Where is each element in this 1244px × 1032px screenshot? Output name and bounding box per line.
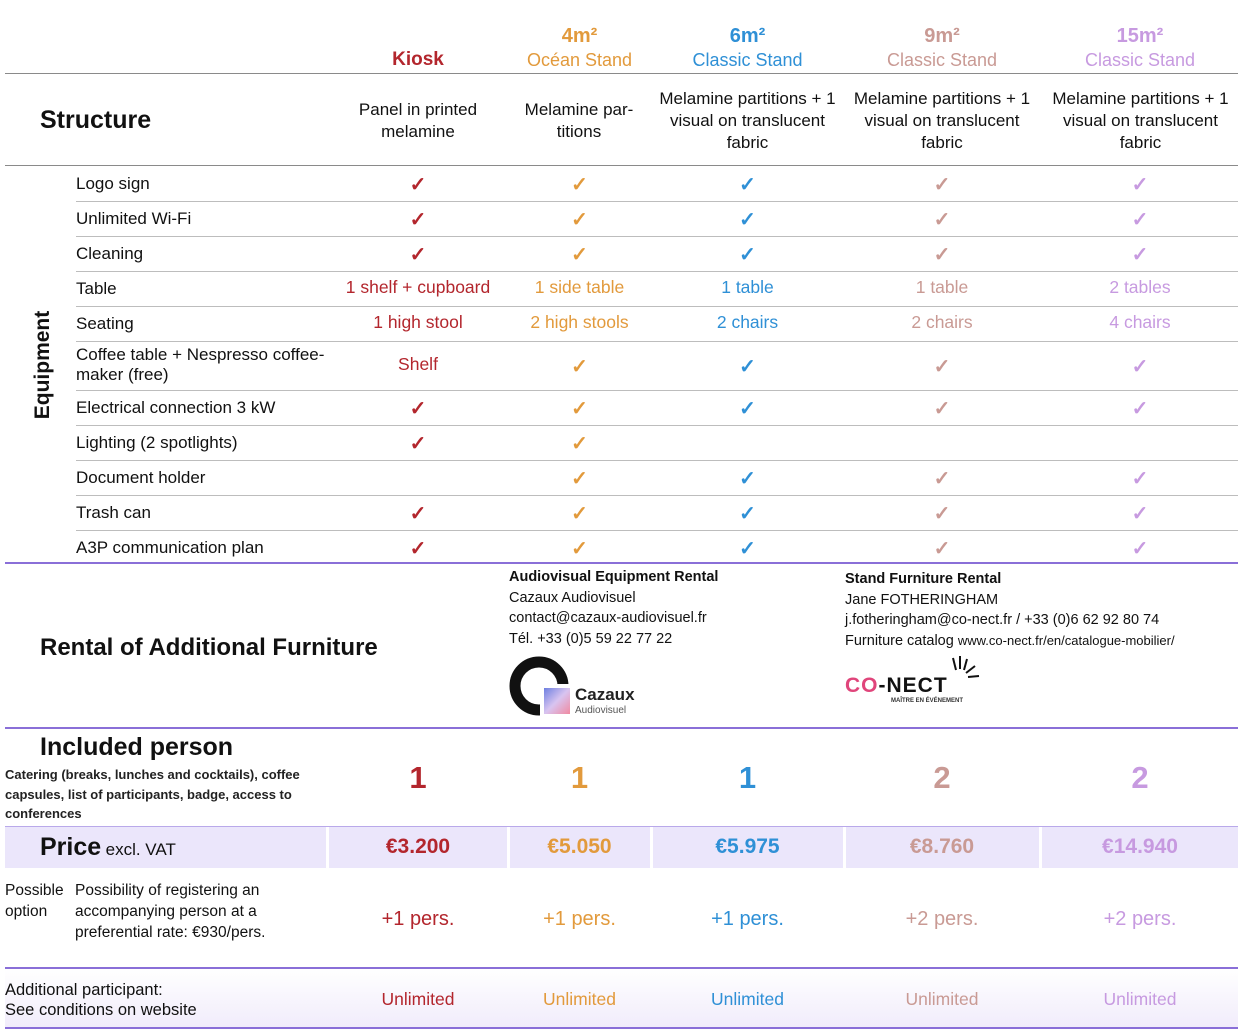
furniture-title: Rental of Additional Furniture bbox=[40, 634, 378, 661]
additional-classic-6: Unlimited bbox=[711, 989, 784, 1009]
equipment-row-label: Table bbox=[76, 279, 117, 298]
section-divider bbox=[5, 967, 1238, 969]
av-company: Cazaux Audiovisuel bbox=[509, 589, 636, 606]
catalog-link[interactable]: www.co-nect.fr/en/catalogue-mobilier/ bbox=[957, 632, 1175, 648]
row-divider bbox=[76, 341, 1238, 342]
included-value-ocean: 1 bbox=[570, 760, 589, 795]
check-icon: ✓ bbox=[739, 503, 756, 525]
catalog-label: Furniture catalog bbox=[845, 632, 954, 649]
structure-cell-classic-15: Melamine partitions + 1 visual on translucent fabric bbox=[1052, 89, 1229, 152]
included-value-classic-6: 1 bbox=[738, 760, 757, 795]
av-email[interactable]: contact@cazaux-audiovisuel.fr bbox=[509, 610, 707, 626]
cazaux-logo-sub: Audiovisuel bbox=[575, 705, 627, 716]
check-icon: ✓ bbox=[409, 174, 427, 196]
check-icon: ✓ bbox=[1131, 174, 1149, 196]
equipment-row-label: Seating bbox=[76, 314, 134, 333]
check-icon: ✓ bbox=[571, 209, 588, 231]
price-ocean: €5.050 bbox=[547, 835, 612, 858]
option-label: Possible option bbox=[5, 882, 64, 920]
check-icon: ✓ bbox=[933, 244, 951, 266]
column-header-classic-15 bbox=[1040, 24, 1240, 72]
cazaux-logo bbox=[509, 655, 649, 719]
column-size: 4m² bbox=[561, 25, 598, 47]
row-divider bbox=[76, 201, 1238, 202]
check-icon: ✓ bbox=[571, 468, 588, 490]
included-title: Included person bbox=[40, 733, 234, 761]
check-icon: ✓ bbox=[409, 503, 427, 525]
stand-rental-heading: Stand Furniture Rental bbox=[845, 571, 1002, 587]
check-icon: ✓ bbox=[409, 209, 427, 231]
column-name: Classic Stand bbox=[1084, 50, 1196, 70]
included-value-classic-9: 2 bbox=[933, 760, 951, 795]
equipment-row-label: Coffee table + Nespresso coffee-maker (free) bbox=[76, 345, 325, 384]
check-icon: ✓ bbox=[933, 503, 951, 525]
column-header-classic-9 bbox=[844, 24, 1040, 72]
price-classic-15: €14.940 bbox=[1102, 835, 1178, 858]
section-divider bbox=[5, 727, 1238, 729]
equipment-section-label: Equipment bbox=[31, 310, 54, 420]
additional-label-line2: See conditions on website bbox=[5, 1001, 197, 1019]
equipment-cell-ocean: 1 side table bbox=[534, 277, 625, 297]
check-icon: ✓ bbox=[571, 244, 588, 266]
row-divider bbox=[76, 495, 1238, 496]
check-icon: ✓ bbox=[933, 538, 951, 560]
column-name: Classic Stand bbox=[692, 50, 803, 70]
structure-cell-classic-9: Melamine partitions + 1 visual on translucent fabric bbox=[853, 89, 1031, 152]
price-classic-9: €8.760 bbox=[909, 835, 975, 858]
check-icon: ✓ bbox=[933, 468, 951, 490]
check-icon: ✓ bbox=[1131, 468, 1149, 490]
column-header-kiosk bbox=[328, 48, 508, 72]
column-header-classic-6 bbox=[651, 24, 844, 72]
additional-kiosk: Unlimited bbox=[381, 989, 455, 1009]
section-divider bbox=[5, 562, 1238, 564]
price-label bbox=[40, 833, 176, 862]
check-icon: ✓ bbox=[739, 356, 756, 378]
price-suffix: excl. VAT bbox=[105, 840, 176, 859]
stand-email-phone[interactable]: j.fotheringham@co-nect.fr / +33 (0)6 62 92 80 74 bbox=[845, 612, 1160, 628]
price-classic-6: €5.975 bbox=[715, 835, 780, 858]
row-divider bbox=[76, 460, 1238, 461]
equipment-row-label: A3P communication plan bbox=[76, 538, 264, 557]
column-size: 6m² bbox=[729, 25, 766, 47]
check-icon: ✓ bbox=[571, 433, 588, 455]
option-description: Possibility of registering an accompanying person at a preferential rate: €930/pers. bbox=[75, 882, 266, 941]
cazaux-logo-icon bbox=[509, 655, 573, 719]
equipment-cell-kiosk: Shelf bbox=[398, 354, 438, 374]
column-name: Kiosk bbox=[392, 49, 444, 70]
column-name: Océan Stand bbox=[526, 50, 633, 70]
check-icon: ✓ bbox=[739, 468, 756, 490]
additional-ocean: Unlimited bbox=[543, 989, 616, 1009]
equipment-row-label: Cleaning bbox=[76, 244, 144, 263]
conect-logo-co: CO bbox=[845, 674, 879, 697]
check-icon: ✓ bbox=[933, 356, 951, 378]
column-name: Classic Stand bbox=[886, 50, 998, 70]
check-icon: ✓ bbox=[571, 538, 588, 560]
check-icon: ✓ bbox=[1131, 503, 1149, 525]
equipment-cell-classic-15: 2 tables bbox=[1109, 277, 1171, 297]
check-icon: ✓ bbox=[571, 398, 588, 420]
equipment-cell-classic-9: 1 table bbox=[915, 277, 969, 297]
av-rental-contact bbox=[509, 567, 809, 649]
check-icon: ✓ bbox=[933, 209, 951, 231]
av-rental-heading: Audiovisual Equipment Rental bbox=[509, 569, 719, 585]
check-icon: ✓ bbox=[933, 398, 951, 420]
check-icon: ✓ bbox=[933, 174, 951, 196]
check-icon: ✓ bbox=[1131, 209, 1149, 231]
check-icon: ✓ bbox=[1131, 398, 1149, 420]
check-icon: ✓ bbox=[1131, 244, 1149, 266]
equipment-cell-kiosk: 1 high stool bbox=[373, 312, 463, 332]
price-title: Price bbox=[40, 833, 102, 861]
equipment-cell-classic-9: 2 chairs bbox=[911, 312, 973, 332]
divider bbox=[5, 826, 1238, 827]
check-icon: ✓ bbox=[739, 398, 756, 420]
av-phone: Tél. +33 (0)5 59 22 77 22 bbox=[509, 630, 673, 647]
additional-classic-15: Unlimited bbox=[1103, 989, 1177, 1009]
equipment-cell-classic-6: 1 table bbox=[721, 277, 774, 297]
option-kiosk: +1 pers. bbox=[381, 908, 455, 930]
structure-cell-kiosk: Panel in printed melamine bbox=[358, 100, 478, 141]
equipment-cell-ocean: 2 high stools bbox=[530, 312, 629, 332]
cazaux-logo-name: Cazaux bbox=[575, 685, 635, 704]
additional-classic-9: Unlimited bbox=[905, 989, 979, 1009]
equipment-row-label: Unlimited Wi-Fi bbox=[76, 209, 192, 228]
check-icon: ✓ bbox=[571, 356, 588, 378]
equipment-cell-classic-6: 2 chairs bbox=[716, 312, 779, 332]
conect-rays-icon bbox=[945, 654, 985, 684]
row-divider bbox=[76, 425, 1238, 426]
option-classic-15: +2 pers. bbox=[1103, 908, 1177, 930]
row-divider bbox=[76, 530, 1238, 531]
check-icon: ✓ bbox=[1131, 538, 1149, 560]
check-icon: ✓ bbox=[739, 174, 756, 196]
equipment-cell-classic-15: 4 chairs bbox=[1109, 312, 1171, 332]
structure-cell-ocean: Melamine par- titions bbox=[524, 100, 634, 141]
price-kiosk: €3.200 bbox=[385, 835, 451, 858]
option-classic-9: +2 pers. bbox=[905, 908, 979, 930]
row-divider bbox=[76, 390, 1238, 391]
option-ocean: +1 pers. bbox=[543, 908, 616, 930]
equipment-row-label: Lighting (2 spotlights) bbox=[76, 433, 238, 452]
additional-label bbox=[5, 980, 197, 1020]
option-classic-6: +1 pers. bbox=[711, 908, 784, 930]
additional-label-line1: Additional participant: bbox=[5, 981, 163, 999]
section-divider bbox=[5, 1027, 1238, 1029]
equipment-row-label: Logo sign bbox=[76, 174, 150, 193]
included-description: Catering (breaks, lunches and cocktails), coffee capsules, list of participants, badge, access to conferences bbox=[5, 767, 300, 821]
conect-logo-nect: -NECT bbox=[878, 674, 948, 697]
stand-rental-contact bbox=[845, 569, 1240, 651]
column-size: 15m² bbox=[1116, 25, 1164, 47]
check-icon: ✓ bbox=[571, 503, 588, 525]
conect-logo-tagline: MAÎTRE EN ÉVÉNEMENT bbox=[891, 698, 964, 704]
equipment-row-label: Document holder bbox=[76, 468, 206, 487]
column-header-ocean bbox=[508, 24, 651, 72]
row-divider bbox=[76, 236, 1238, 237]
conect-logo bbox=[845, 654, 995, 709]
equipment-row-label: Trash can bbox=[76, 503, 151, 522]
check-icon: ✓ bbox=[409, 433, 427, 455]
check-icon: ✓ bbox=[409, 398, 427, 420]
check-icon: ✓ bbox=[571, 174, 588, 196]
check-icon: ✓ bbox=[739, 244, 756, 266]
equipment-row-label: Electrical connection 3 kW bbox=[76, 398, 276, 417]
row-divider bbox=[76, 271, 1238, 272]
equipment-cell-kiosk: 1 shelf + cupboard bbox=[345, 277, 491, 297]
structure-cell-classic-6: Melamine partitions + 1 visual on translucent fabric bbox=[659, 89, 836, 152]
check-icon: ✓ bbox=[1131, 356, 1149, 378]
included-value-kiosk: 1 bbox=[409, 760, 427, 795]
included-value-classic-15: 2 bbox=[1131, 760, 1149, 795]
row-divider bbox=[76, 306, 1238, 307]
structure-title: Structure bbox=[40, 106, 152, 134]
check-icon: ✓ bbox=[409, 538, 427, 560]
check-icon: ✓ bbox=[409, 244, 427, 266]
divider bbox=[5, 165, 1238, 166]
check-icon: ✓ bbox=[739, 209, 756, 231]
check-icon: ✓ bbox=[739, 538, 756, 560]
stand-contact-name: Jane FOTHERINGHAM bbox=[845, 591, 999, 608]
divider bbox=[5, 73, 1238, 74]
column-size: 9m² bbox=[924, 25, 960, 47]
